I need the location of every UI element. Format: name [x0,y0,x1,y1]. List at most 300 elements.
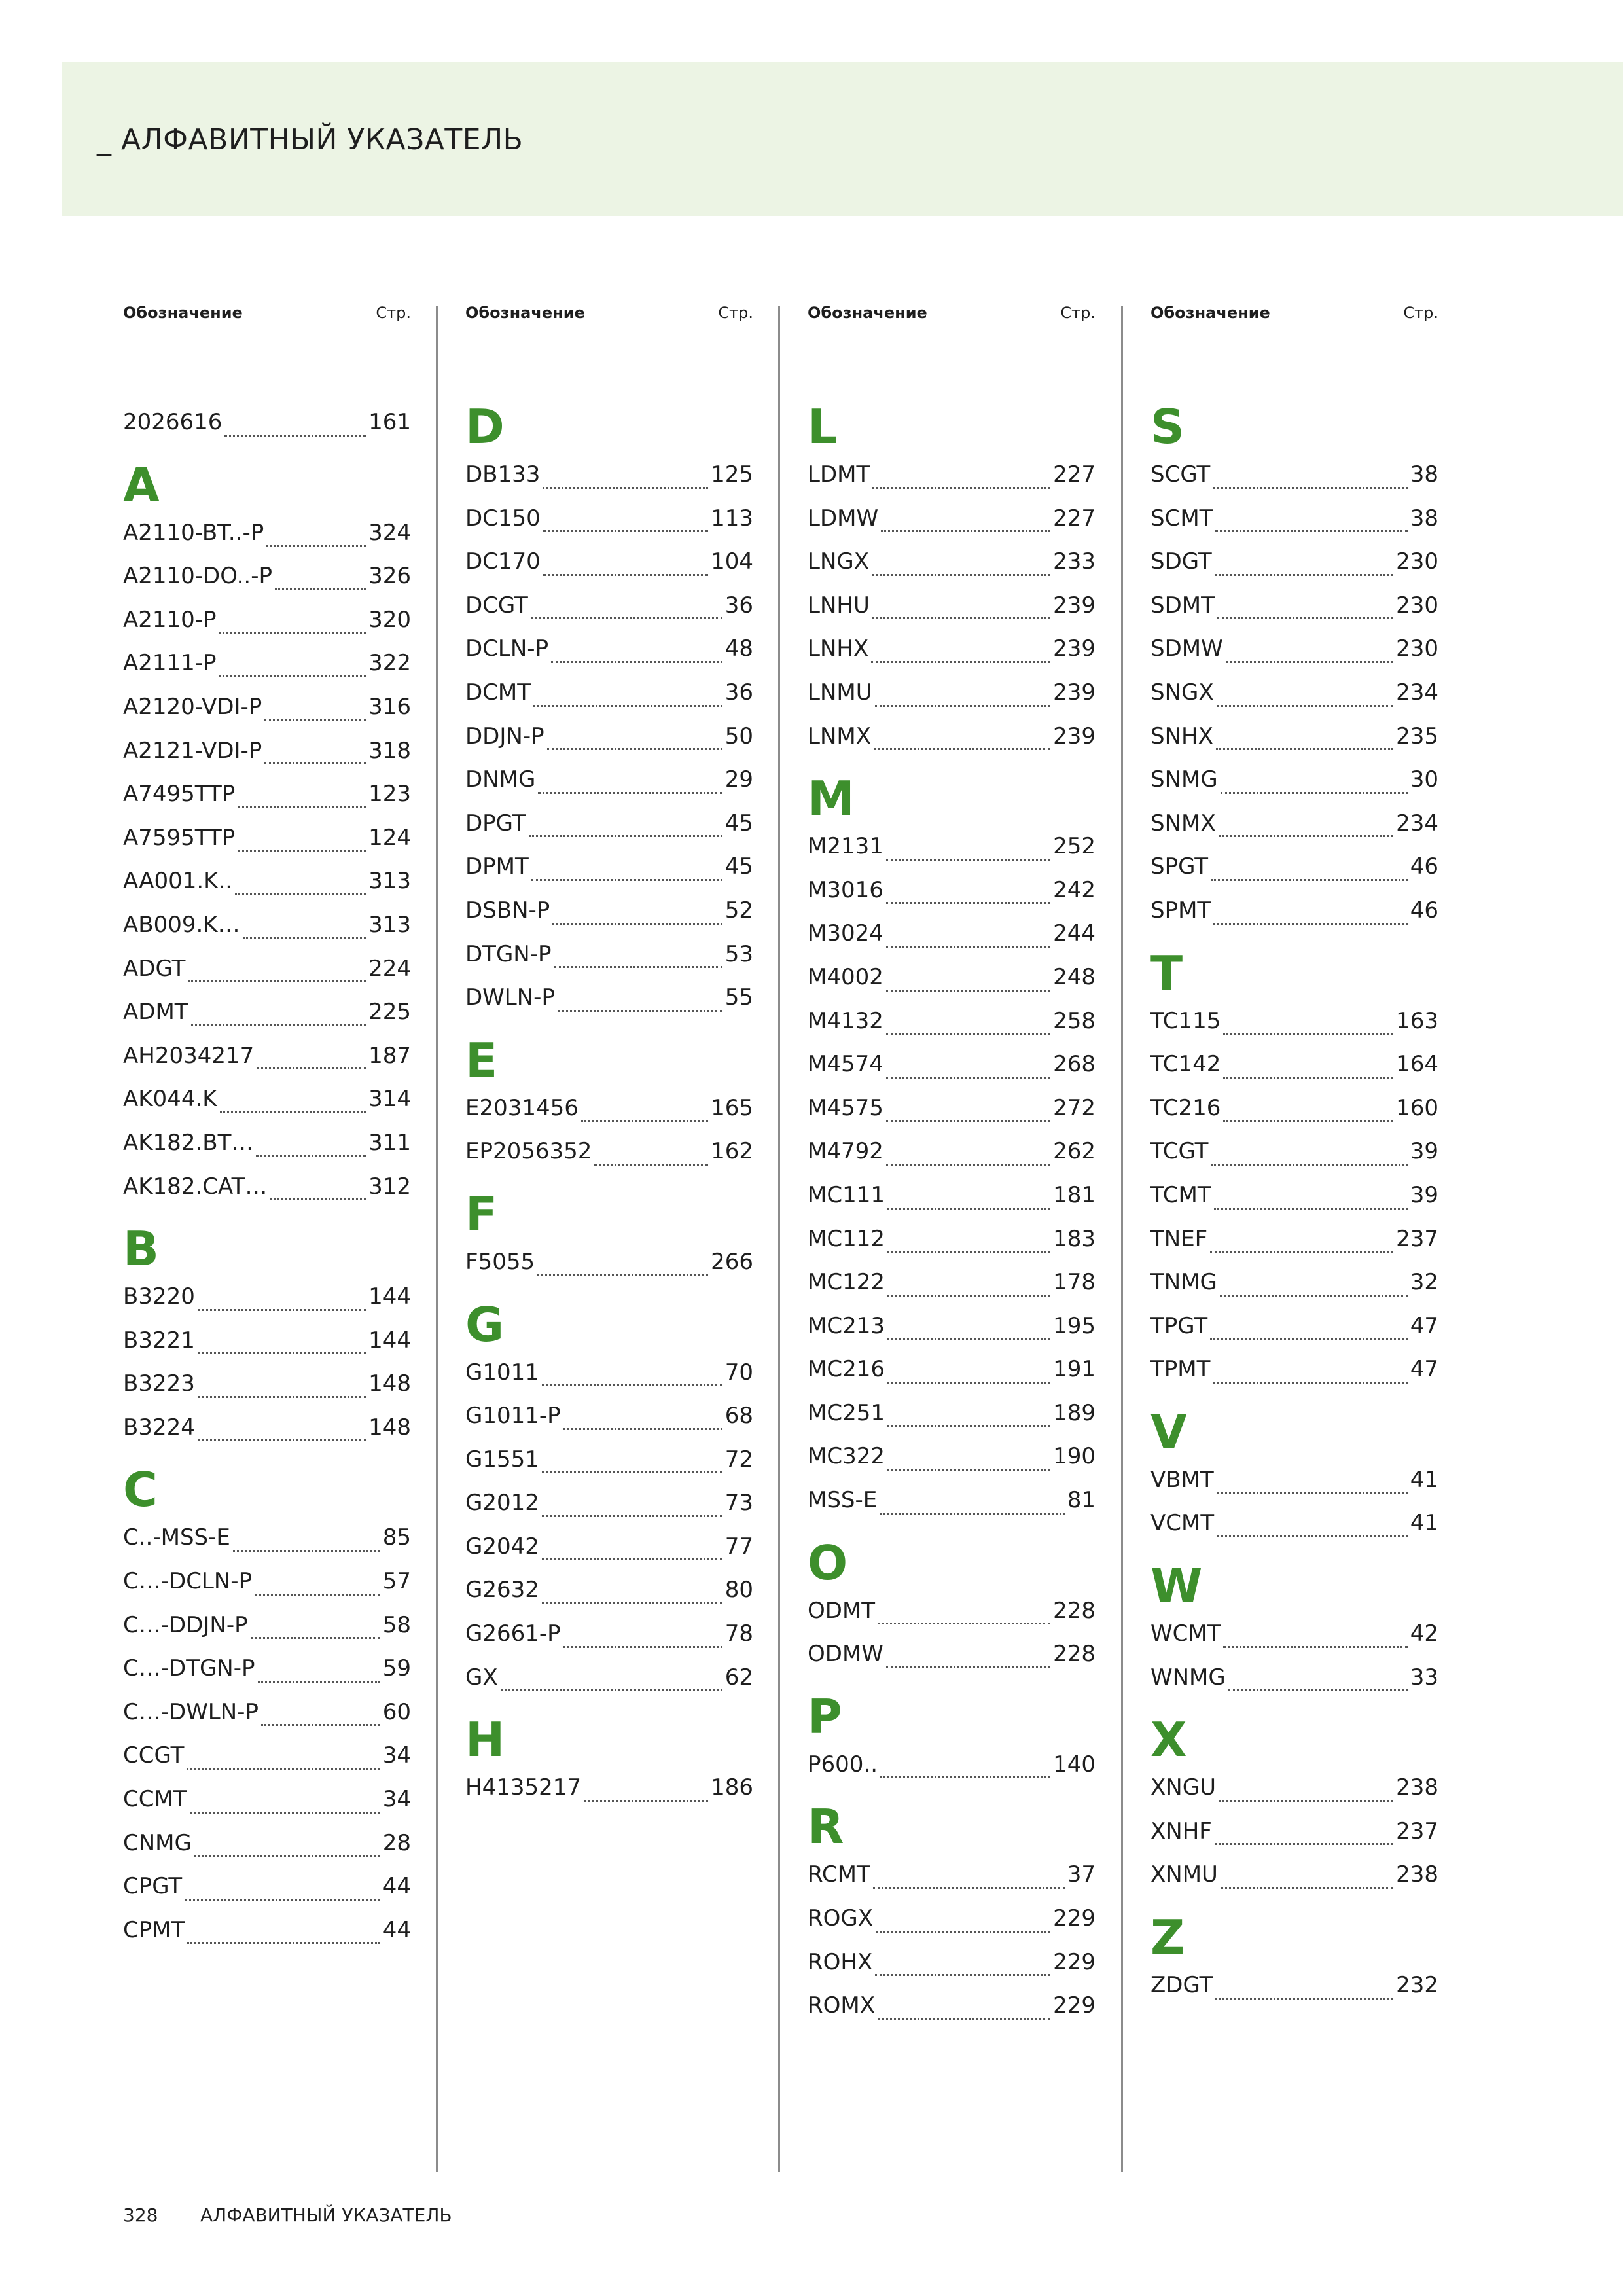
column-header-designation: Обозначение [123,304,243,322]
entry-designation: RCMT [808,1861,870,1888]
entry-designation: WNMG [1150,1664,1226,1691]
index-entry [808,999,1096,1043]
entry-designation: MSS-E [808,1487,878,1514]
entry-page-number: 229 [1053,1948,1096,1975]
dot-leader [1215,1842,1393,1845]
entry-page-number: 229 [1053,1905,1096,1932]
entry-page-number: 229 [1053,1992,1096,2019]
index-entry [123,1821,411,1865]
entry-designation: ODMT [808,1597,876,1624]
entry-page-number: 228 [1053,1641,1096,1668]
entry-designation: F5055 [465,1248,535,1275]
dot-leader [886,1032,1050,1035]
index-entry [808,1589,1096,1633]
dot-leader [887,1424,1050,1427]
dot-leader [878,2017,1050,2020]
dot-leader [581,1119,708,1122]
entry-page-number: 242 [1053,876,1096,903]
entry-designation: G1011-P [465,1403,561,1429]
index-entry [123,641,411,685]
entry-page-number: 34 [382,1742,411,1769]
entry-designation: A2110-DO..-P [123,563,273,590]
index-entry [123,1121,411,1165]
index-entry [123,1909,411,1952]
entry-designation: DPGT [465,810,526,836]
dot-leader [886,945,1050,948]
entry-page-number: 186 [711,1774,753,1801]
entry-page-number: 238 [1396,1774,1438,1801]
entry-designation: CPMT [123,1916,185,1943]
entry-page-number: 239 [1053,679,1096,706]
dot-leader [887,1337,1050,1340]
dot-leader [190,1811,380,1814]
dot-leader [1217,617,1393,619]
dot-leader [542,1602,722,1604]
entry-page-number: 44 [382,1916,411,1943]
entry-page-number: 272 [1053,1094,1096,1121]
entry-designation: C…-DCLN-P [123,1568,253,1595]
entry-designation: ROMX [808,1992,876,2019]
entry-designation: C..-MSS-E [123,1524,230,1551]
entry-page-number: 80 [724,1577,753,1604]
index-entry [123,859,411,903]
column-entries [123,401,411,1952]
entry-designation: DWLN-P [465,984,555,1011]
index-letter-heading: O [808,1535,848,1590]
entry-designation: DCLN-P [465,636,549,662]
dot-leader [563,1427,722,1430]
entry-designation: SNMX [1150,810,1216,836]
entry-designation: A7595TTP [123,824,236,851]
dot-leader [264,762,366,764]
index-entry [1150,802,1438,846]
column-divider [1121,306,1123,2172]
entry-designation: DTGN-P [465,941,552,967]
index-entry [465,497,753,541]
index-letter-heading: H [465,1712,505,1768]
index-entry [465,1240,753,1284]
dot-leader [1211,878,1408,881]
dot-leader [878,1622,1050,1624]
entry-page-number: 140 [1053,1751,1096,1778]
index-entry [465,627,753,671]
index-entry [808,1043,1096,1086]
index-entry [1150,1501,1438,1545]
index-entry [808,497,1096,541]
entry-page-number: 53 [724,941,753,967]
dot-leader [531,617,722,619]
column-entries [465,401,753,1810]
dot-leader [188,980,366,982]
dot-leader [1221,1886,1393,1889]
entry-page-number: 47 [1410,1312,1438,1339]
dot-leader [1223,1032,1393,1035]
entry-page-number: 28 [382,1829,411,1856]
entry-page-number: 313 [368,911,411,938]
dot-leader [543,573,708,576]
entry-page-number: 225 [368,999,411,1026]
entry-page-number: 148 [368,1371,411,1397]
entry-page-number: 73 [724,1490,753,1516]
entry-designation: LNMX [808,723,872,749]
entry-page-number: 124 [368,824,411,851]
entry-page-number: 62 [724,1664,753,1691]
entry-page-number: 235 [1396,723,1438,749]
index-letter-heading: D [465,399,505,454]
index-entry [1150,1304,1438,1348]
index-letter-heading: M [808,771,855,827]
dot-leader [872,617,1050,619]
entry-page-number: 59 [382,1655,411,1682]
dot-leader [563,1645,722,1648]
entry-page-number: 47 [1410,1356,1438,1383]
column-header-page: Стр. [1403,304,1438,322]
index-entry [123,685,411,729]
index-entry [123,1319,411,1363]
index-entry [808,1391,1096,1435]
entry-designation: G1551 [465,1446,539,1473]
entry-page-number: 232 [1396,1972,1438,1999]
dot-leader [880,1512,1064,1515]
entry-page-number: 85 [382,1524,411,1551]
entry-designation: DSBN-P [465,897,550,924]
dot-leader [501,1689,722,1691]
entry-page-number: 237 [1396,1225,1438,1252]
dot-leader [543,486,708,489]
entry-designation: A2111-P [123,650,217,677]
dot-leader [1216,747,1393,750]
index-entry [465,453,753,497]
entry-designation: MC111 [808,1181,885,1208]
page-title: _ АЛФАВИТНЫЙ УКАЗАТЕЛЬ [97,123,524,156]
entry-designation: EP2056352 [465,1138,592,1165]
index-column-4 [1150,304,1438,1999]
dot-leader [191,1024,366,1026]
entry-designation: G2661-P [465,1621,561,1647]
dot-leader [531,878,722,881]
entry-designation: B3224 [123,1414,195,1441]
dot-leader [198,1352,366,1354]
index-entry [465,1612,753,1656]
entry-page-number: 230 [1396,636,1438,662]
entry-page-number: 183 [1053,1225,1096,1252]
index-entry [1150,1612,1438,1656]
dot-leader [243,937,366,939]
index-entry [465,976,753,1020]
index-entry [465,933,753,977]
column-divider [778,306,780,2172]
entry-designation: CPGT [123,1873,183,1900]
index-entry [123,1165,411,1209]
entry-page-number: 268 [1053,1051,1096,1078]
column-divider [436,306,438,2172]
index-entry [808,1853,1096,1897]
index-entry [1150,1086,1438,1130]
dot-leader [533,704,722,707]
dot-leader [1219,834,1393,837]
entry-page-number: 37 [1067,1861,1096,1888]
dot-leader [219,675,366,677]
dot-leader [220,1111,366,1113]
entry-page-number: 165 [711,1094,753,1121]
column-header-designation: Обозначение [465,304,585,322]
dot-leader [886,989,1050,992]
index-entry [465,1394,753,1438]
entry-designation: TNMG [1150,1269,1217,1296]
index-entry [123,1406,411,1450]
index-letter-heading: C [123,1462,158,1518]
entry-page-number: 45 [724,853,753,880]
entry-designation: DC170 [465,548,541,575]
dot-leader [187,1941,380,1944]
entry-page-number: 233 [1053,548,1096,575]
index-entry [465,845,753,889]
dot-leader [872,573,1050,576]
index-letter-heading: F [465,1186,498,1242]
dot-leader [542,1384,722,1386]
dot-leader [886,1666,1050,1668]
entry-page-number: 78 [724,1621,753,1647]
index-entry [123,1077,411,1121]
dot-leader [224,434,366,437]
entry-page-number: 42 [1410,1621,1438,1647]
index-letter-heading: P [808,1689,842,1744]
dot-leader [552,922,722,925]
dot-leader [235,893,366,895]
index-entry [1150,671,1438,715]
index-letter-heading: E [465,1032,498,1088]
dot-leader [1215,529,1407,532]
entry-designation: G2042 [465,1533,539,1560]
index-entry [1150,627,1438,671]
index-entry [808,1217,1096,1261]
entry-designation: SDGT [1150,548,1212,575]
entry-page-number: 314 [368,1086,411,1113]
entry-page-number: 125 [711,461,753,488]
dot-leader [275,588,366,590]
index-entry [808,1632,1096,1676]
index-entry [465,1656,753,1700]
entry-designation: E2031456 [465,1094,579,1121]
index-entry [123,1034,411,1078]
dot-leader [542,1558,722,1560]
dot-leader [1217,1535,1408,1537]
entry-designation: TC115 [1150,1007,1221,1034]
column-header-page: Стр. [376,304,411,322]
entry-designation: ADMT [123,999,188,1026]
entry-designation: LNGX [808,548,870,575]
entry-page-number: 58 [382,1611,411,1638]
index-entry [123,947,411,991]
entry-designation: LNHX [808,636,869,662]
dot-leader [198,1439,366,1441]
entry-designation: TCGT [1150,1138,1209,1165]
index-column-2 [465,304,753,1801]
index-entry [808,825,1096,869]
entry-page-number: 190 [1053,1443,1096,1470]
dot-leader [266,544,366,547]
index-entry [123,1516,411,1560]
footer-title: АЛФАВИТНЫЙ УКАЗАТЕЛЬ [200,2204,452,2226]
index-entry [808,912,1096,956]
entry-designation: DDJN-P [465,723,544,749]
index-entry [465,715,753,759]
entry-designation: A2110-BT..-P [123,519,264,546]
entry-page-number: 164 [1396,1051,1438,1078]
entry-page-number: 39 [1410,1138,1438,1165]
entry-page-number: 227 [1053,461,1096,488]
entry-page-number: 237 [1396,1818,1438,1844]
dot-leader [886,1119,1050,1122]
index-entry [1150,1130,1438,1174]
index-entry [1150,1217,1438,1261]
entry-designation: AH2034217 [123,1042,255,1069]
dot-leader [261,1723,380,1726]
dot-leader [1215,573,1393,576]
dot-leader [194,1854,380,1857]
entry-designation: MC322 [808,1443,885,1470]
index-letter-heading: V [1150,1404,1187,1460]
index-entry [808,584,1096,628]
dot-leader [198,1395,366,1398]
dot-leader [594,1163,708,1166]
column-header-designation: Обозначение [808,304,927,322]
entry-designation: SPGT [1150,853,1208,880]
index-entry [465,1481,753,1525]
entry-page-number: 238 [1396,1861,1438,1888]
index-entry [808,869,1096,912]
entry-page-number: 33 [1410,1664,1438,1691]
index-entry [1150,715,1438,759]
entry-page-number: 160 [1396,1094,1438,1121]
dot-leader [537,1274,708,1276]
entry-designation: SNHX [1150,723,1213,749]
entry-page-number: 104 [711,548,753,575]
entry-page-number: 239 [1053,723,1096,749]
dot-leader [543,529,708,532]
index-entry [1150,1261,1438,1304]
index-entry [465,1525,753,1569]
entry-designation: LNHU [808,592,870,619]
entry-designation: DCMT [465,679,531,706]
index-letter-heading: W [1150,1558,1203,1614]
entry-designation: SNMG [1150,766,1218,793]
entry-designation: MC122 [808,1269,885,1296]
entry-designation: C…-DWLN-P [123,1698,259,1725]
index-entry [123,816,411,860]
index-entry [1150,758,1438,802]
entry-page-number: 38 [1410,461,1438,488]
entry-designation: A7495TTP [123,781,236,808]
dot-leader [1215,1997,1393,2000]
column-entries [808,401,1096,2028]
index-entry [123,1362,411,1406]
entry-designation: G1011 [465,1359,539,1386]
entry-designation: A2121-VDI-P [123,737,262,764]
entry-page-number: 326 [368,563,411,590]
column-entries [1150,401,1438,2007]
column-header-page: Стр. [1060,304,1096,322]
entry-designation: M4574 [808,1051,883,1078]
dot-leader [547,747,722,750]
entry-designation: ADGT [123,955,186,982]
index-column-3 [808,304,1096,2019]
entry-page-number: 312 [368,1173,411,1200]
entry-page-number: 252 [1053,833,1096,860]
dot-leader [1214,1207,1408,1210]
dot-leader [887,1207,1050,1210]
index-entry [1150,1810,1438,1854]
entry-designation: ZDGT [1150,1972,1213,1999]
index-entry [465,889,753,933]
index-entry [1150,453,1438,497]
dot-leader [1226,660,1393,663]
dot-leader [233,1549,380,1552]
column-header-designation: Обозначение [1150,304,1270,322]
dot-leader [258,1680,380,1683]
entry-page-number: 123 [368,781,411,808]
index-entry [808,671,1096,715]
index-entry [1150,1174,1438,1217]
entry-designation: DNMG [465,766,536,793]
entry-page-number: 248 [1053,963,1096,990]
index-entry [1150,1043,1438,1086]
dot-leader [584,1799,708,1802]
index-entry [1150,1348,1438,1391]
entry-page-number: 239 [1053,636,1096,662]
entry-designation: B3223 [123,1371,195,1397]
dot-leader [887,1381,1050,1384]
index-entry [808,1941,1096,1984]
index-entry [1150,497,1438,541]
entry-designation: M4132 [808,1007,883,1034]
entry-page-number: 39 [1410,1181,1438,1208]
column-header [1150,304,1438,330]
entry-designation: G2012 [465,1490,539,1516]
dot-leader [551,660,722,663]
entry-page-number: 318 [368,737,411,764]
entry-designation: LDMT [808,461,870,488]
entry-designation: M4575 [808,1094,883,1121]
entry-page-number: 316 [368,693,411,720]
entry-page-number: 322 [368,650,411,677]
entry-page-number: 234 [1396,679,1438,706]
dot-leader [1213,1381,1407,1384]
index-letter-heading: X [1150,1712,1187,1768]
index-entry [123,511,411,555]
index-entry [465,584,753,628]
entry-designation: SNGX [1150,679,1214,706]
entry-page-number: 181 [1053,1181,1096,1208]
dot-leader [251,1636,380,1639]
entry-designation: XNHF [1150,1818,1212,1844]
entry-page-number: 36 [724,592,753,619]
entry-designation: TPMT [1150,1356,1211,1383]
entry-designation: VBMT [1150,1466,1214,1493]
entry-page-number: 311 [368,1129,411,1156]
entry-page-number: 52 [724,897,753,924]
entry-designation: XNGU [1150,1774,1216,1801]
index-entry [123,1778,411,1821]
index-entry [465,1568,753,1612]
dot-leader [886,1163,1050,1166]
entry-page-number: 144 [368,1327,411,1354]
entry-designation: MC112 [808,1225,885,1252]
entry-page-number: 68 [724,1403,753,1429]
dot-leader [871,660,1050,663]
dot-leader [1210,1337,1408,1340]
index-entry [808,1304,1096,1348]
